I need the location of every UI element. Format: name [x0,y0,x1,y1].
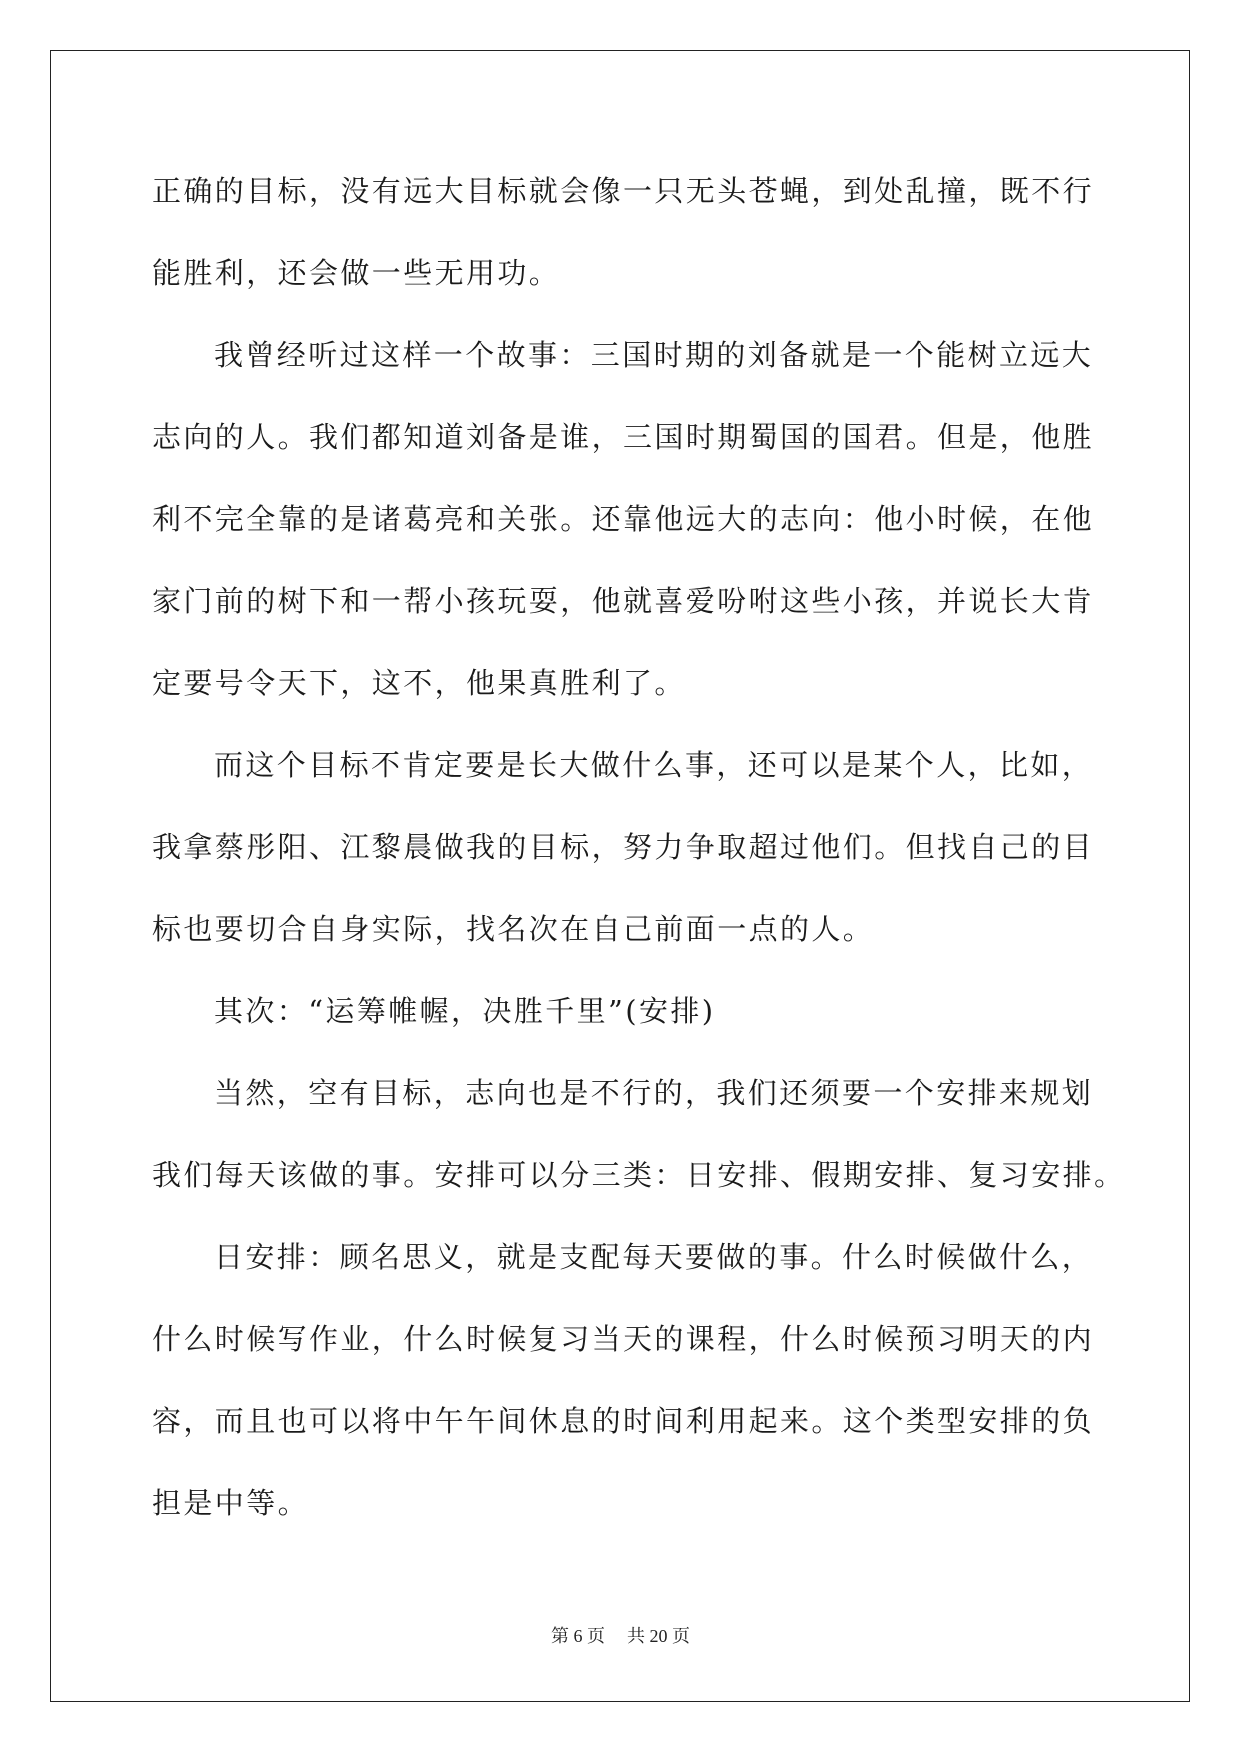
text-line: 志向的人。我们都知道刘备是谁，三国时期蜀国的国君。但是，他胜 [152,420,1095,454]
text-line: 正确的目标，没有远大目标就会像一只无头苍蝇，到处乱撞，既不行 [152,174,1095,208]
page-number: 第 6 页 [551,1626,605,1646]
text-line: 容，而且也可以将中午午间休息的时间利用起来。这个类型安排的负 [152,1404,1095,1438]
text-line: 我拿蔡彤阳、江黎晨做我的目标，努力争取超过他们。但找自己的目 [152,830,1095,864]
text-line: 我们每天该做的事。安排可以分三类：日安排、假期安排、复习安排。 [152,1158,1126,1192]
text-line: 能胜利，还会做一些无用功。 [152,256,561,290]
text-line: 定要号令天下，这不，他果真胜利了。 [152,666,686,700]
paragraph-start-line: 而这个目标不肯定要是长大做什么事，还可以是某个人，比如， [214,748,1094,782]
text-line: 什么时候写作业，什么时候复习当天的课程，什么时候预习明天的内 [152,1322,1095,1356]
text-line: 标也要切合自身实际，找名次在自己前面一点的人。 [152,912,875,946]
page-total: 共 20 页 [627,1626,690,1646]
section-heading-line: 其次：“运筹帷幄，决胜千里”(安排) [214,994,716,1028]
page-footer [0,1622,1241,1648]
text-line: 担是中等。 [152,1486,310,1520]
document-body [152,150,1126,1544]
paragraph-start-line: 当然，空有目标，志向也是不行的，我们还须要一个安排来规划 [214,1076,1094,1110]
text-line: 利不完全靠的是诸葛亮和关张。还靠他远大的志向：他小时候，在他 [152,502,1095,536]
paragraph-start-line: 日安排：顾名思义，就是支配每天要做的事。什么时候做什么， [214,1240,1094,1274]
paragraph-start-line: 我曾经听过这样一个故事：三国时期的刘备就是一个能树立远大 [214,338,1094,372]
text-line: 家门前的树下和一帮小孩玩耍，他就喜爱吩咐这些小孩，并说长大肯 [152,584,1095,618]
